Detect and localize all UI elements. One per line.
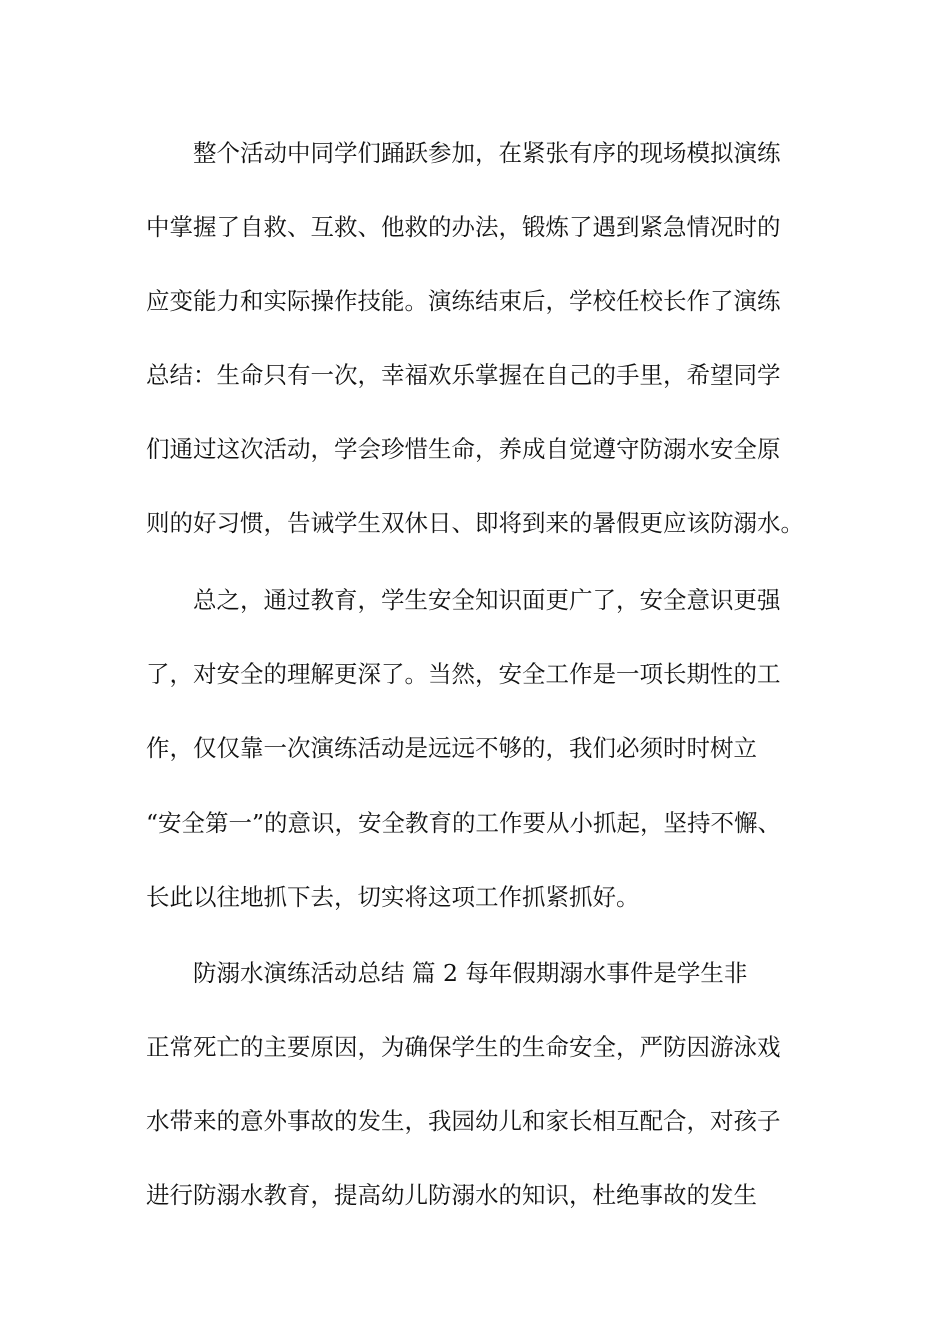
text-line: 总之，通过教育，学生安全知识面更广了，安全意识更强 xyxy=(193,586,781,614)
text-line: 们通过这次活动，学会珍惜生命，养成自觉遵守防溺水安全原 xyxy=(146,435,781,463)
text-line: 总结：生命只有一次，幸福欢乐掌握在自己的手里，希望同学 xyxy=(146,361,781,389)
text-line: 中掌握了自救、互救、他救的办法，锻炼了遇到紧急情况时的 xyxy=(146,213,781,241)
text-line: 整个活动中同学们踊跃参加，在紧张有序的现场模拟演练 xyxy=(193,139,781,167)
text-line: 长此以往地抓下去，切实将这项工作抓紧抓好。 xyxy=(146,883,640,911)
text-line: “安全第一”的意识，安全教育的工作要从小抓起，坚持不懈、 xyxy=(146,809,782,837)
text-line: 了，对安全的理解更深了。当然，安全工作是一项长期性的工 xyxy=(146,660,781,688)
text-line: 正常死亡的主要原因，为确保学生的生命安全，严防因游泳戏 xyxy=(146,1033,781,1061)
section-heading-line: 防溺水演练活动总结 篇 2 每年假期溺水事件是学生非 xyxy=(193,959,748,987)
text-line: 作，仅仅靠一次演练活动是远远不够的，我们必须时时树立 xyxy=(146,734,757,762)
text-line: 进行防溺水教育，提高幼儿防溺水的知识，杜绝事故的发生 xyxy=(146,1181,757,1209)
text-line: 则的好习惯，告诫学生双休日、即将到来的暑假更应该防溺水。 xyxy=(146,509,804,537)
text-line: 水带来的意外事故的发生，我园幼儿和家长相互配合，对孩子 xyxy=(146,1107,781,1135)
text-line: 应变能力和实际操作技能。演练结束后，学校任校长作了演练 xyxy=(146,287,781,315)
